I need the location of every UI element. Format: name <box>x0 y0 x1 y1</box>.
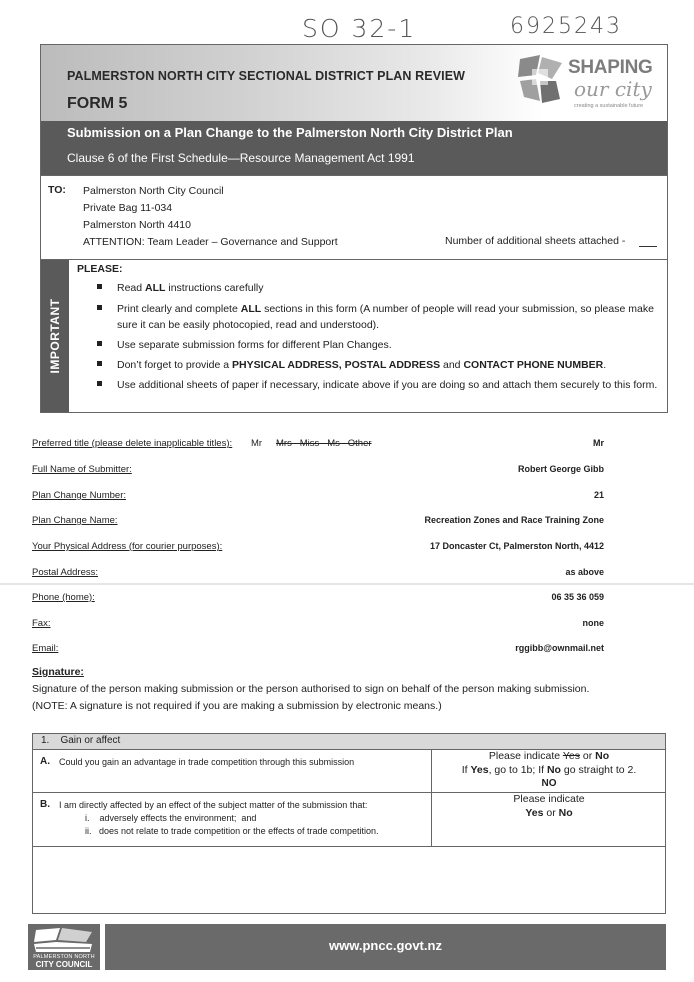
clause-text: Clause 6 of the First Schedule—Resource Management Act 1991 <box>67 151 415 165</box>
recipient-box <box>40 176 668 260</box>
indicate-b-label: Please indicate <box>513 793 585 805</box>
field-label: Phone (home): <box>32 592 95 603</box>
phone-home-value[interactable]: 06 35 36 059 <box>551 592 604 602</box>
recipient-line: Palmerston North City Council <box>83 185 224 197</box>
title-option-kept[interactable]: Mr <box>251 438 263 449</box>
shaping-our-city-logo <box>516 51 664 113</box>
gain-or-affect-table <box>32 733 666 914</box>
important-label <box>43 298 67 374</box>
field-label: Your Physical Address (for courier purposes): <box>32 541 223 552</box>
to-label: TO: <box>48 184 66 196</box>
question-b-item: ii. does not relate to trade competition or the effects of trade competition. <box>85 826 379 836</box>
yes-option[interactable]: Yes <box>525 807 544 819</box>
instruction-item: Print clearly and complete ALL sections in this form (A number of people will read your submission, so please make sure it can be easily photocopied, read and understood). <box>93 301 665 333</box>
review-title: PALMERSTON NORTH CITY SECTIONAL DISTRICT PLAN REVIEW <box>67 69 466 83</box>
fax-value[interactable]: none <box>582 618 604 628</box>
gain-table-heading: 1. Gain or affect <box>33 734 665 750</box>
additional-sheets-label: Number of additional sheets attached - <box>445 235 626 247</box>
preferred-title-label: Preferred title (please delete inapplicable titles): <box>32 438 233 449</box>
instruction-item: Use additional sheets of paper if necessary, indicate above if you are doing so and attach them securely to this form. <box>93 377 665 393</box>
indicate-b-options[interactable]: Yes or No <box>525 807 573 819</box>
field-label: Full Name of Submitter: <box>32 464 132 475</box>
instruction-item: Use separate submission forms for different Plan Changes. <box>93 337 665 353</box>
footer <box>28 924 666 970</box>
shaping-logo-icon <box>516 53 564 105</box>
form-number: FORM 5 <box>67 95 128 112</box>
question-b: I am directly affected by an effect of the subject matter of the submission that: <box>59 800 368 810</box>
recipient-line: Palmerston North 4410 <box>83 219 191 231</box>
row-letter: A. <box>40 756 50 767</box>
no-option[interactable]: No <box>558 807 573 819</box>
recipient-line: Private Bag 11-034 <box>83 202 173 214</box>
indicate-a[interactable]: Please indicate Yes or No <box>488 750 610 762</box>
instruction-list <box>93 280 665 397</box>
important-instructions <box>40 259 668 413</box>
field-label: Plan Change Name: <box>32 515 118 526</box>
please-label: PLEASE: <box>77 263 123 275</box>
field-label: Plan Change Number: <box>32 490 126 501</box>
title-options-struck[interactable]: Mrs Miss Ms Other <box>276 438 372 449</box>
preferred-title-value[interactable]: Mr <box>593 438 604 448</box>
instruction-a: If Yes, go to 1b; If No go straight to 2. <box>461 764 637 776</box>
question-b-item: i. adversely effects the environment; and <box>85 813 257 823</box>
email-value[interactable]: rggibb@ownmail.net <box>515 643 604 653</box>
pncc-logo-icon <box>30 926 98 954</box>
pncc-logo-line2: CITY COUNCIL <box>35 960 93 969</box>
signature-description: Signature of the person making submission or the person authorised to sign on behalf of the person making submission. <box>32 683 590 695</box>
logo-shaping-text: SHAPING <box>568 57 653 78</box>
plan-change-number-value[interactable]: 21 <box>593 490 604 500</box>
full-name-value[interactable]: Robert George Gibb <box>517 464 604 474</box>
field-label: Fax: <box>32 618 51 629</box>
row-letter: B. <box>40 799 50 810</box>
footer-url-link[interactable]: www.pncc.govt.nz <box>329 938 442 953</box>
answer-a[interactable]: NO <box>541 778 557 789</box>
bullet-icon <box>97 381 102 386</box>
scan-artifact-line <box>0 583 694 585</box>
handwritten-reference-right: 6925243 <box>510 14 622 39</box>
no-option[interactable]: No <box>595 750 610 762</box>
bullet-icon <box>97 361 102 366</box>
additional-sheets-blank[interactable] <box>639 246 657 247</box>
gain-row-a <box>33 749 665 793</box>
instruction-item: Don’t forget to provide a PHYSICAL ADDRESS, POSTAL ADDRESS and CONTACT PHONE NUMBER. <box>93 357 665 373</box>
logo-our-city-text: our city <box>574 77 652 101</box>
signature-label: Signature: <box>32 666 84 678</box>
bullet-icon <box>97 284 102 289</box>
question-a: Could you gain an advantage in trade competition through this submission <box>59 757 355 767</box>
gain-row-b <box>33 792 665 847</box>
recipient-line: ATTENTION: Team Leader – Governance and Support <box>83 236 338 248</box>
instruction-item: Read ALL instructions carefully <box>93 280 665 296</box>
signature-note: (NOTE: A signature is not required if you are making a submission by electronic means.) <box>32 700 442 712</box>
pncc-logo <box>28 924 100 970</box>
yes-option-struck[interactable]: Yes <box>562 750 580 762</box>
pncc-logo-line1: PALMERSTON NORTH <box>33 954 95 960</box>
footer-bar <box>105 924 666 970</box>
form-header <box>40 44 668 176</box>
physical-address-value[interactable]: 17 Doncaster Ct, Palmerston North, 4412 <box>429 541 604 551</box>
bullet-icon <box>97 341 102 346</box>
plan-change-name-value[interactable]: Recreation Zones and Race Training Zone <box>424 515 604 525</box>
logo-tagline: creating a sustainable future <box>574 103 644 109</box>
field-label: Email: <box>32 643 59 654</box>
postal-address-value[interactable]: as above <box>565 567 604 577</box>
handwritten-reference-left: SO 32-1 <box>302 14 417 43</box>
submission-title: Submission on a Plan Change to the Palmerston North City District Plan <box>67 125 513 140</box>
important-label-text: IMPORTANT <box>48 298 62 374</box>
field-label: Postal Address: <box>32 567 99 578</box>
bullet-icon <box>97 305 102 310</box>
